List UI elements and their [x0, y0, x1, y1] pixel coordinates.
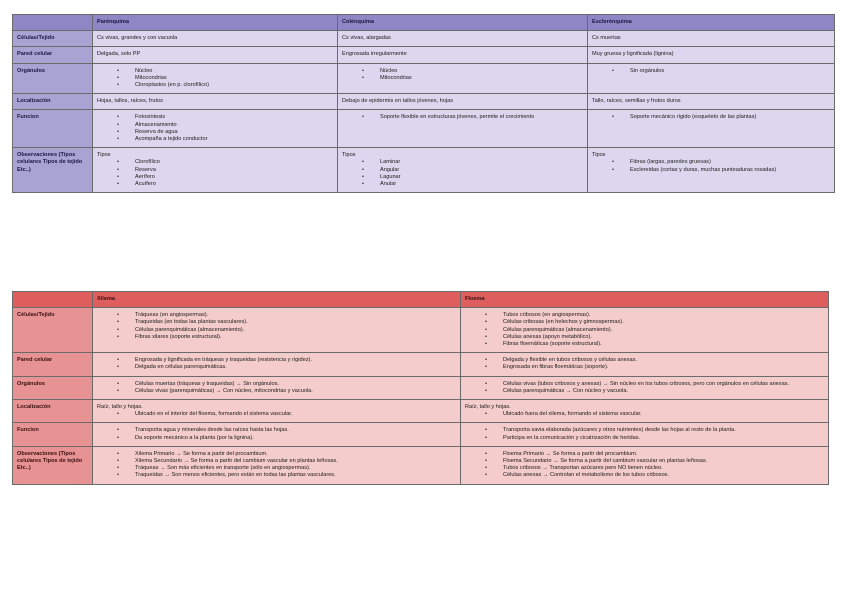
- list-item: • Laminar: [342, 159, 583, 166]
- list-item: • Núcleo: [97, 68, 333, 75]
- list-item: • Traqueidas (en todas las plantas vasculares).: [97, 319, 456, 326]
- bullet-list: [465, 427, 824, 441]
- corner-header-cell: [13, 15, 93, 31]
- list-item: • Acuífero: [97, 181, 333, 188]
- bullet-list: [465, 381, 824, 395]
- cell-list: [338, 110, 588, 148]
- cell-list: [588, 148, 835, 193]
- header-xilema: Xilema: [93, 292, 461, 308]
- list-item: • Floema Primario → Se forma a partir del procambium.: [465, 451, 824, 458]
- list-item: • Reserva de agua: [97, 129, 333, 136]
- row-header-funcion: Funcion: [13, 423, 93, 446]
- table-row: [13, 308, 829, 353]
- table-row: [13, 31, 835, 47]
- list-item: • Tráqueas → Son más eficientes en transporte (sólo en angiospermas).: [97, 465, 456, 472]
- list-item: • Esclereidas (cortas y duras, muchas punteaduras rosadas): [592, 167, 830, 174]
- list-item: • Da soporte mecánico a la planta (por la lignina).: [97, 435, 456, 442]
- list-item: • Tráqueas (en angiospermas).: [97, 312, 456, 319]
- cell-text: Cs vivas, grandes y con vacuola: [93, 31, 338, 47]
- cell-list: [93, 446, 461, 484]
- tipos-label: Tipos: [592, 152, 606, 159]
- list-item: • Células anexas → Controlan el metabolismo de los tubos cribosos.: [465, 472, 824, 479]
- cell-list: [93, 423, 461, 446]
- localizacion-intro: Raíz, tallo y hojas.: [465, 404, 511, 411]
- cell-list: [461, 308, 829, 353]
- tipos-label: Tipos: [97, 152, 111, 159]
- bullet-list: [97, 411, 456, 418]
- bullet-list: [97, 381, 456, 395]
- list-item: • Mitocondrias: [97, 75, 333, 82]
- table-header-row: [13, 15, 835, 31]
- row-header-localizacion: Localización: [13, 400, 93, 423]
- list-item: • Células vivas (tubos cribosos y anexas) → Sin núcleo en los tubos cribosos, pero con orgánulos en células anexas.: [465, 381, 824, 388]
- list-item: • Soporte mecánico rígido (esqueleto de las plantas): [592, 114, 830, 121]
- cell-list: [93, 63, 338, 94]
- list-item: • Células anexas (apoyo metabólico).: [465, 334, 824, 341]
- list-item: • Tubos cribosos (en angiospermas).: [465, 312, 824, 319]
- localizacion-intro: Raíz, tallo y hojas.: [97, 404, 143, 411]
- tejidos-conductores-table: [12, 291, 829, 485]
- table-row: [13, 423, 829, 446]
- list-item: • Fibras xilares (soporte estructural).: [97, 334, 456, 341]
- bullet-list: [97, 427, 456, 441]
- list-item: • Soporte flexible en estructuras jóvenes, permite el crecimiento: [342, 114, 583, 121]
- header-floema: Floema: [461, 292, 829, 308]
- list-item: • Células vivas (parenquimáticas) → Con núcleo, mitocondrias y vacuola.: [97, 388, 456, 395]
- list-item: • Transporta savia elaborada (azúcares y otros nutrientes) desde las hojas al resto de la planta.: [465, 427, 824, 434]
- bullet-list: [592, 114, 830, 121]
- cell-list: [461, 400, 829, 423]
- cell-text: Engrosada irregularmente: [338, 47, 588, 63]
- table-row: [13, 376, 829, 399]
- list-item: • Sin orgánulos: [592, 68, 830, 75]
- bullet-list: [342, 68, 583, 82]
- cell-list: [588, 63, 835, 94]
- list-item: • Delgada y flexible en tubos cribosos y células anexas.: [465, 357, 824, 364]
- bullet-list: [342, 114, 583, 121]
- table-row: [13, 353, 829, 376]
- list-item: • Células muertas (tráqueas y traqueidas) → Sin orgánulos.: [97, 381, 456, 388]
- list-item: • Núcleo: [342, 68, 583, 75]
- header-parenquima: Parénquima: [93, 15, 338, 31]
- row-header-pared: Pared celular: [13, 353, 93, 376]
- cell-text: Cs muertas: [588, 31, 835, 47]
- list-item: • Clorofílico: [97, 159, 333, 166]
- tipos-label: Tipos: [342, 152, 356, 159]
- row-header-funcion: Funcion: [13, 110, 93, 148]
- bullet-list: [97, 159, 333, 188]
- table-row: [13, 148, 835, 193]
- row-header-organulos: Orgánulos: [13, 63, 93, 94]
- cell-list: [93, 148, 338, 193]
- list-item: • Engrosada en fibras floemáticas (soporte).: [465, 364, 824, 371]
- table-row: [13, 400, 829, 423]
- list-item: • Anular: [342, 181, 583, 188]
- bullet-list: [592, 68, 830, 75]
- list-item: • Ubicado fuera del xilema, formando el sistema vascular.: [465, 411, 824, 418]
- cell-list: [93, 400, 461, 423]
- list-item: • Lagunar: [342, 174, 583, 181]
- list-item: • Cloroplastos (en p. clorofílico): [97, 82, 333, 89]
- table-row: [13, 94, 835, 110]
- cell-list: [461, 376, 829, 399]
- cell-text: Muy gruesa y lignificada (lignina): [588, 47, 835, 63]
- list-item: • Aerífero: [97, 174, 333, 181]
- row-header-celulas: Células/Tejido: [13, 31, 93, 47]
- bullet-list: [465, 411, 824, 418]
- list-item: • Floema Secundario → Se forma a partir del cambium vascular en plantas leñosas.: [465, 458, 824, 465]
- row-header-pared: Pared celular: [13, 47, 93, 63]
- bullet-list: [97, 451, 456, 480]
- list-item: • Delgada en células parenquimáticas.: [97, 364, 456, 371]
- bullet-list: [465, 357, 824, 371]
- cell-list: [461, 423, 829, 446]
- bullet-list: [97, 312, 456, 341]
- list-item: • Fibras floemáticas (soporte estructural).: [465, 341, 824, 348]
- cell-list: [93, 376, 461, 399]
- list-item: • Células parenquimáticas (almacenamiento).: [97, 327, 456, 334]
- list-item: • Ubicado en el interior del floema, formando el sistema vascular.: [97, 411, 456, 418]
- table-row: [13, 110, 835, 148]
- cell-list: [588, 110, 835, 148]
- cell-text: Cs vivas, alargadas: [338, 31, 588, 47]
- cell-list: [461, 446, 829, 484]
- cell-text: Hojas, tallos, raíces, frutos: [93, 94, 338, 110]
- table-row: [13, 446, 829, 484]
- header-colenquima: Colénquima: [338, 15, 588, 31]
- list-item: • Acompaña a tejido conductor: [97, 136, 333, 143]
- header-esclerenquima: Esclerénquima: [588, 15, 835, 31]
- table-row: [13, 63, 835, 94]
- row-header-organulos: Orgánulos: [13, 376, 93, 399]
- row-header-celulas: Células/Tejido: [13, 308, 93, 353]
- list-item: • Xilema Secundario → Se forma a partir del cambium vascular en plantas leñosas.: [97, 458, 456, 465]
- list-item: • Reserva: [97, 167, 333, 174]
- list-item: • Traqueidas → Son menos eficientes, pero están en todas las plantas vasculares.: [97, 472, 456, 479]
- row-header-localizacion: Localización: [13, 94, 93, 110]
- list-item: • Fibras (largas, paredes gruesas): [592, 159, 830, 166]
- row-header-observaciones: Observaciones (Tipos celulares Tipos de tejido Etc..): [13, 446, 93, 484]
- bullet-list: [465, 451, 824, 480]
- cell-list: [93, 110, 338, 148]
- cell-list: [93, 353, 461, 376]
- list-item: • Engrosada y lignificada en tráqueas y traqueidas (resistencia y rigidez).: [97, 357, 456, 364]
- bullet-list: [465, 312, 824, 348]
- list-item: • Células parenquimáticas (almacenamiento).: [465, 327, 824, 334]
- cell-text: Tallo, raíces, semillas y frutos duros: [588, 94, 835, 110]
- bullet-list: [592, 159, 830, 173]
- list-item: • Tubos cribosos → Transportan azúcares pero NO tienen núcleo.: [465, 465, 824, 472]
- list-item: • Células parenquimáticas → Con núcleo y vacuola.: [465, 388, 824, 395]
- list-item: • Mitocondrias: [342, 75, 583, 82]
- tejidos-fundamentales-table: [12, 14, 835, 193]
- bullet-list: [97, 68, 333, 90]
- list-item: • Angular: [342, 167, 583, 174]
- cell-list: [338, 148, 588, 193]
- cell-text: Delgada, solo PP: [93, 47, 338, 63]
- bullet-list: [97, 357, 456, 371]
- table-row: [13, 47, 835, 63]
- cell-list: [93, 308, 461, 353]
- cell-list: [461, 353, 829, 376]
- corner-header-cell: [13, 292, 93, 308]
- list-item: • Células cribosas (en helechos y gimnospermas).: [465, 319, 824, 326]
- list-item: • Participa en la comunicación y cicatrización de heridas.: [465, 435, 824, 442]
- list-item: • Xilema Primario → Se forma a partir del procambium.: [97, 451, 456, 458]
- bullet-list: [342, 159, 583, 188]
- table-header-row: [13, 292, 829, 308]
- row-header-observaciones: Observaciones (Tipos celulares Tipos de tejido Etc..): [13, 148, 93, 193]
- cell-list: [338, 63, 588, 94]
- list-item: • Almacenamiento: [97, 122, 333, 129]
- bullet-list: [97, 114, 333, 143]
- list-item: • Fotosíntesis: [97, 114, 333, 121]
- cell-text: Debajo de epidermis en tallos jóvenes, hojas: [338, 94, 588, 110]
- list-item: • Transporta agua y minerales desde las raíces hasta las hojas.: [97, 427, 456, 434]
